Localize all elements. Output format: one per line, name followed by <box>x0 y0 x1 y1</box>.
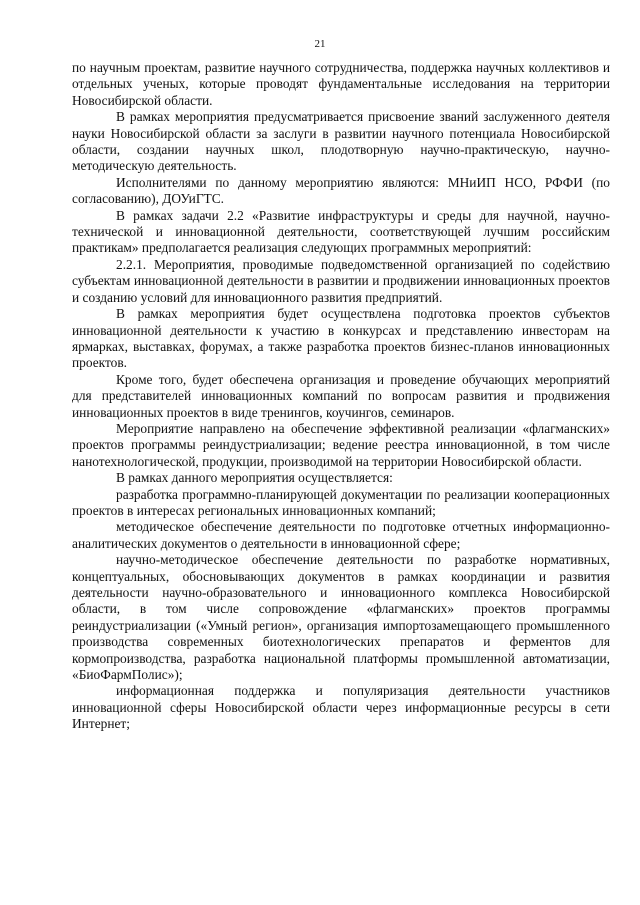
list-item: методическое обеспечение деятельности по подготовке отчетных информационно-аналитических документов о деятельности в инновационной сфере; <box>72 519 610 551</box>
paragraph: 2.2.1. Мероприятия, проводимые подведомственной организацией по содействию субъектам инновационной деятельности в развитии и продвижении инновационных проектов и созданию условий для инновационного развития предприятий. <box>72 256 610 305</box>
paragraph: Кроме того, будет обеспечена организация и проведение обучающих мероприятий для представителей инновационных компаний по вопросам развития и продвижения инновационных проектов в виде тренингов, коучингов, семинаров. <box>72 371 610 420</box>
list-item: информационная поддержка и популяризация деятельности участников инновационной сферы Новосибирской области через информационные ресурсы в сети Интернет; <box>72 683 610 732</box>
paragraph: В рамках данного мероприятия осуществляется: <box>116 470 393 486</box>
paragraph: В рамках мероприятия будет осуществлена подготовка проектов субъектов инновационной деятельности к участию в конкурсах и представлению инвесторам на ярмарках, выставках, форумах, а также разработка проектов бизнес-планов инновационных проектов. <box>72 306 610 371</box>
paragraph: Исполнителями по данному мероприятию являются: МНиИП НСО, РФФИ (по согласованию), ДОУиГТС. <box>72 174 610 207</box>
document-body <box>72 60 610 733</box>
paragraph: Мероприятие направлено на обеспечение эффективной реализации «флагманских» проектов программы реиндустриализации; ведение реестра инновационной, в том числе нанотехнологической, продукции, производимой на территории Новосибирской области. <box>72 420 610 469</box>
list-item: разработка программно-планирующей документации по реализации кооперационных проектов в интересах региональных инновационных компаний; <box>72 486 610 518</box>
list-item: научно-методическое обеспечение деятельности по разработке нормативных, концептуальных, обосновывающих документов в рамках координации и развития деятельности научно-образовательного и инновационного комплекса Новосибирской области, в том числе сопровождение «флагманских» проектов программы реиндустриализации («Умный регион», организация импортозамещающего промышленного производства современных биотехнологических препаратов и ферментов для кормопроизводства, разработка национальной платформы промышленной автоматизации, «БиоФармПолис»); <box>72 552 610 683</box>
paragraph: В рамках задачи 2.2 «Развитие инфраструктуры и среды для научной, научно-технической и инновационной деятельности, соответствующей лучшим российским практикам» предполагается реализация следующих программных мероприятий: <box>72 207 610 256</box>
paragraph-continuation: по научным проектам, развитие научного сотрудничества, поддержка научных коллективов и отдельных ученых, которые проводят фундаментальные исследования на территории Новосибирской области. <box>72 60 610 108</box>
paragraph: В рамках мероприятия предусматривается присвоение званий заслуженного деятеля науки Новосибирской области за заслуги в развитии научного потенциала Новосибирской области, создании научных школ, плодотворную научно-практическую, научно-методическую деятельность. <box>72 109 610 174</box>
page-number: 21 <box>314 38 326 50</box>
